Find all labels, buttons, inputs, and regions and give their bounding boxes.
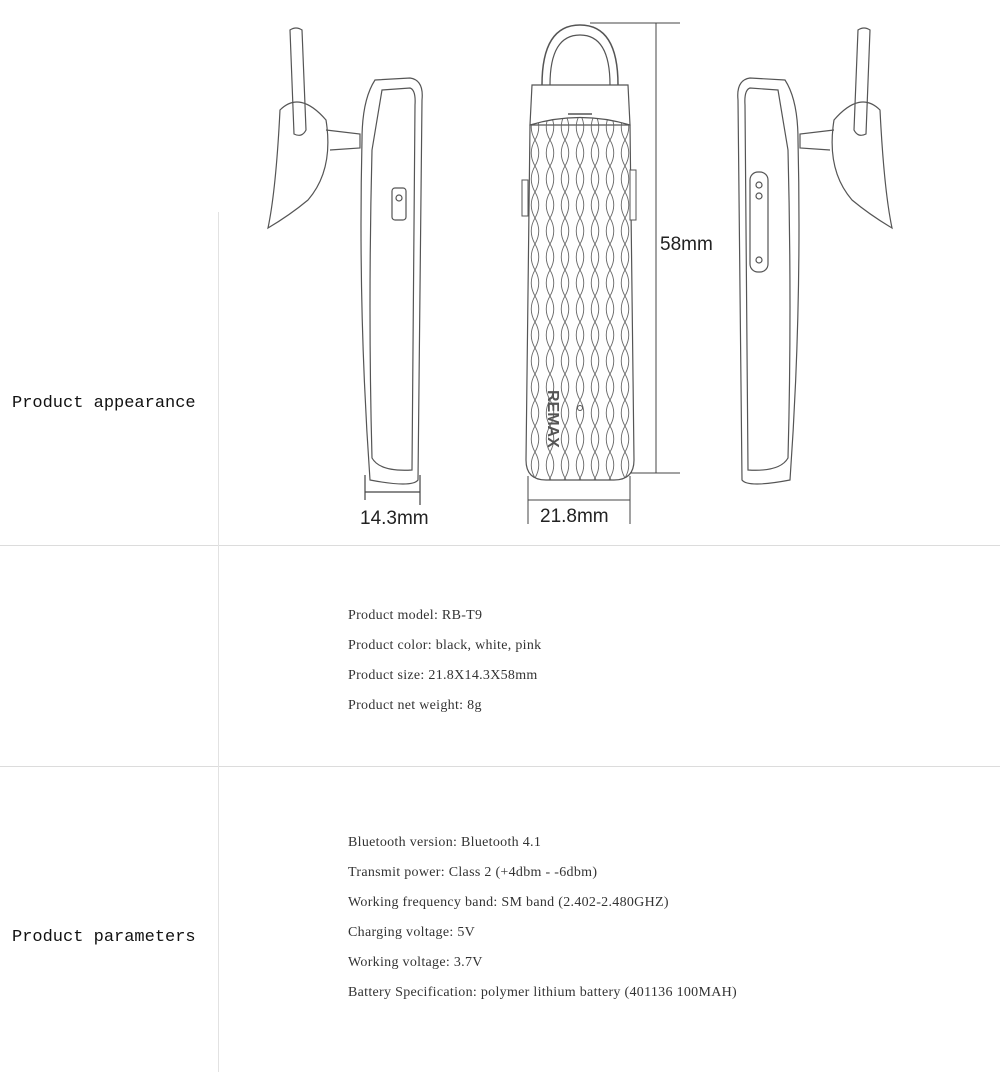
list-item: Bluetooth version: Bluetooth 4.1: [348, 835, 542, 850]
depth-dimension: 14.3mm: [360, 508, 429, 529]
column-divider: [218, 212, 219, 1072]
list-item: Product net weight: 8g: [348, 698, 482, 713]
list-item: Battery Specification: polymer lithium battery (401136 100MAH): [348, 985, 738, 1000]
list-item: Working voltage: 3.7V: [348, 955, 483, 970]
remax-logo: REMAX: [544, 390, 561, 448]
height-dimension: 58mm: [660, 234, 713, 255]
side-view-left: [268, 28, 422, 505]
list-item: Product size: 21.8X14.3X58mm: [348, 668, 538, 683]
list-item: Transmit power: Class 2 (+4dbm - -6dbm): [348, 865, 598, 880]
width-dimension: 21.8mm: [540, 506, 609, 527]
list-item: Charging voltage: 5V: [348, 925, 476, 940]
list-item: Product model: RB-T9: [348, 608, 483, 623]
parameters-list: [348, 828, 737, 1008]
model-info-list: [348, 601, 541, 721]
list-item: Working frequency band: SM band (2.402-2.480GHZ): [348, 895, 669, 910]
section-label-appearance: Product appearance: [12, 394, 196, 413]
divider-appearance: [0, 545, 1000, 546]
side-view-right: [738, 28, 892, 484]
section-label-parameters: Product parameters: [12, 928, 196, 947]
divider-model-info: [0, 766, 1000, 767]
list-item: Product color: black, white, pink: [348, 638, 542, 653]
product-drawing: [250, 10, 970, 530]
front-view: [522, 23, 680, 524]
